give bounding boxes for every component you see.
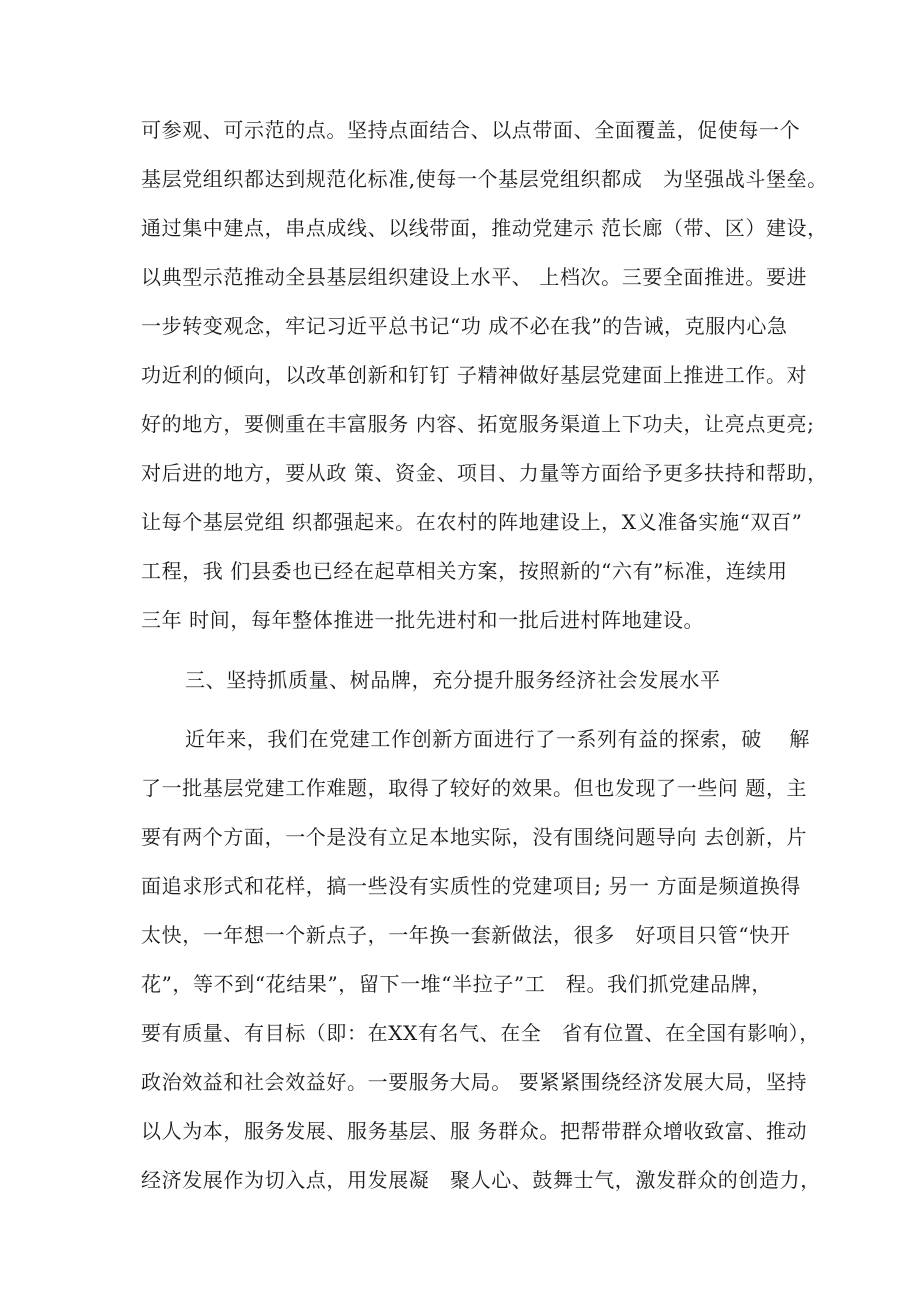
paragraph-1-line-7: 好的地方，要侧重在丰富服务 内容、拓宽服务渠道上下功夫，让亮点更亮;: [141, 412, 815, 436]
paragraph-2-line-7: 要有质量、有目标（即：在XX有名气、在全 省有位置、在全国有影响），: [141, 1021, 820, 1045]
paragraph-2-line-6: 花”，等不到“花结果”，留下一堆“半拉子”工 程。我们抓党建品牌，: [141, 972, 772, 996]
paragraph-2-line-8: 政治效益和社会效益好。一要服务大局。 要紧紧围绕经济发展大局，坚持: [141, 1070, 808, 1094]
paragraph-2-line-9: 以人为本，服务发展、服务基层、服 务群众。把帮带群众增收致富、推动: [141, 1119, 808, 1143]
section-heading: 三、坚持抓质量、树品牌，充分提升服务经济社会发展水平: [185, 668, 721, 692]
paragraph-1-line-1: 可参观、可示范的点。坚持点面结合、以点带面、全面覆盖，促使每一个: [141, 118, 801, 142]
paragraph-1-line-2: 基层党组织都达到规范化标准,使每一个基层党组织都成 为坚强战斗堡垒。: [141, 167, 828, 191]
paragraph-1-line-9: 让每个基层党组 织都强起来。在农村的阵地建设上，X义准备实施“双百”: [141, 510, 803, 534]
paragraph-2-line-1: 近年来，我们在党建工作创新方面进行了一系列有益的探索，破 解: [185, 727, 810, 751]
paragraph-1-line-5: 一步转变观念，牢记习近平总书记“功 成不必在我”的告诫，克服内心急: [141, 314, 788, 338]
paragraph-1-line-4: 以典型示范推动全县基层组织建设上水平、 上档次。三要全面推进。要进: [141, 265, 808, 289]
paragraph-2-line-3: 要有两个方面，一个是没有立足本地实际，没有围绕问题导向 去创新，片: [141, 825, 808, 849]
paragraph-1-line-11: 三年 时间，每年整体推进一批先进村和一批后进村阵地建设。: [141, 608, 705, 632]
paragraph-2-line-2: 了一批基层党建工作难题，取得了较好的效果。但也发现了一些问 题，主: [141, 776, 808, 800]
paragraph-1-line-8: 对后进的地方，要从政 策、资金、项目、力量等方面给予更多扶持和帮助，: [141, 461, 828, 485]
paragraph-2-line-5: 太快，一年想一个新点子，一年换一套新做法，很多 好项目只管“快开: [141, 923, 791, 947]
paragraph-1-line-3: 通过集中建点，串点成线、以线带面，推动党建示 范长廊（带、区）建设，: [141, 216, 828, 240]
paragraph-2-line-4: 面追求形式和花样，搞一些没有实质性的党建项目; 另一 方面是频道换得: [141, 874, 801, 898]
paragraph-1-line-6: 功近利的倾向，以改革创新和钉钉 子精神做好基层党建面上推进工作。对: [141, 363, 808, 387]
paragraph-2-line-10: 经济发展作为切入点，用发展凝 聚人心、鼓舞士气，激发群众的创造力，: [141, 1168, 821, 1192]
paragraph-1-line-10: 工程，我 们县委也已经在起草相关方案，按照新的“六有”标准，连续用: [141, 559, 788, 583]
